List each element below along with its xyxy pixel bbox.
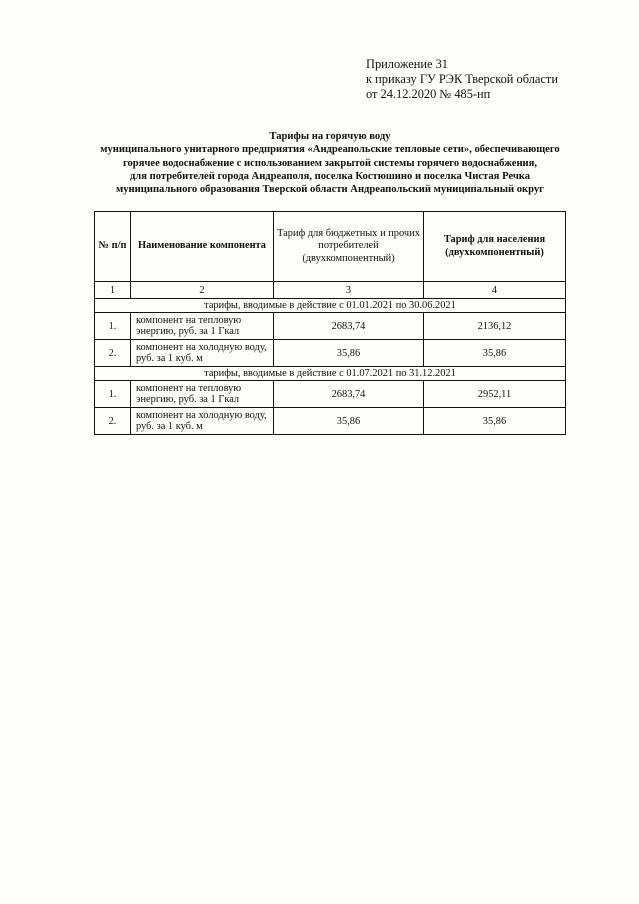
column-index: 4	[424, 282, 566, 299]
period-label: тарифы, вводимые в действие с 01.07.2021 по 31.12.2021	[95, 367, 566, 381]
period-row	[95, 367, 566, 381]
appendix-order-date: от 24.12.2020 № 485-нп	[366, 87, 491, 101]
title-line-3: горячее водоснабжение с использованием закрытой системы горячего водоснабжения,	[122, 157, 538, 169]
population-tariff-value: 2136,12	[424, 313, 566, 340]
title-line-5: муниципального образования Тверской области Андреапольский муниципальный округ	[116, 184, 544, 196]
component-name: компонент на холодную воду, руб. за 1 куб. м	[131, 340, 274, 367]
column-index: 2	[131, 282, 274, 299]
column-index: 3	[274, 282, 424, 299]
population-tariff-value: 2952,11	[424, 381, 566, 408]
table-row	[95, 381, 566, 408]
component-name: компонент на тепловую энергию, руб. за 1 Гкал	[131, 313, 274, 340]
appendix-number: Приложение 31	[366, 57, 448, 71]
appendix-order-ref: к приказу ГУ РЭК Тверской области	[366, 72, 558, 86]
document-title	[40, 130, 620, 196]
row-number: 2.	[95, 340, 131, 367]
table-row	[95, 408, 566, 435]
title-line-1: Тарифы на горячую воду	[269, 131, 391, 142]
table-row	[95, 340, 566, 367]
row-number: 1.	[95, 313, 131, 340]
title-line-2: муниципального унитарного предприятия «Андреапольские тепловые сети», обеспечивающего	[100, 144, 560, 156]
header-population-tariff: Тариф для населения (двухкомпонентный)	[424, 212, 566, 282]
row-number: 2.	[95, 408, 131, 435]
budget-tariff-value: 2683,74	[274, 381, 424, 408]
period-label: тарифы, вводимые в действие с 01.01.2021 по 30.06.2021	[95, 299, 566, 313]
budget-tariff-value: 35,86	[274, 408, 424, 435]
header-number: № п/п	[95, 212, 131, 282]
row-number: 1.	[95, 381, 131, 408]
table-row	[95, 313, 566, 340]
header-component-name: Наименование компонента	[131, 212, 274, 282]
tariffs-table	[94, 211, 566, 435]
column-index-row	[95, 282, 566, 299]
column-index: 1	[95, 282, 131, 299]
population-tariff-value: 35,86	[424, 408, 566, 435]
budget-tariff-value: 2683,74	[274, 313, 424, 340]
component-name: компонент на холодную воду, руб. за 1 куб. м	[131, 408, 274, 435]
period-row	[95, 299, 566, 313]
appendix-reference	[366, 57, 558, 102]
table-header-row	[95, 212, 566, 282]
budget-tariff-value: 35,86	[274, 340, 424, 367]
title-line-4: для потребителей города Андреаполя, поселка Костюшино и поселка Чистая Речка	[129, 170, 531, 182]
header-budget-tariff: Тариф для бюджетных и прочих потребителей (двухкомпонентный)	[274, 212, 424, 282]
component-name: компонент на тепловую энергию, руб. за 1 Гкал	[131, 381, 274, 408]
population-tariff-value: 35,86	[424, 340, 566, 367]
